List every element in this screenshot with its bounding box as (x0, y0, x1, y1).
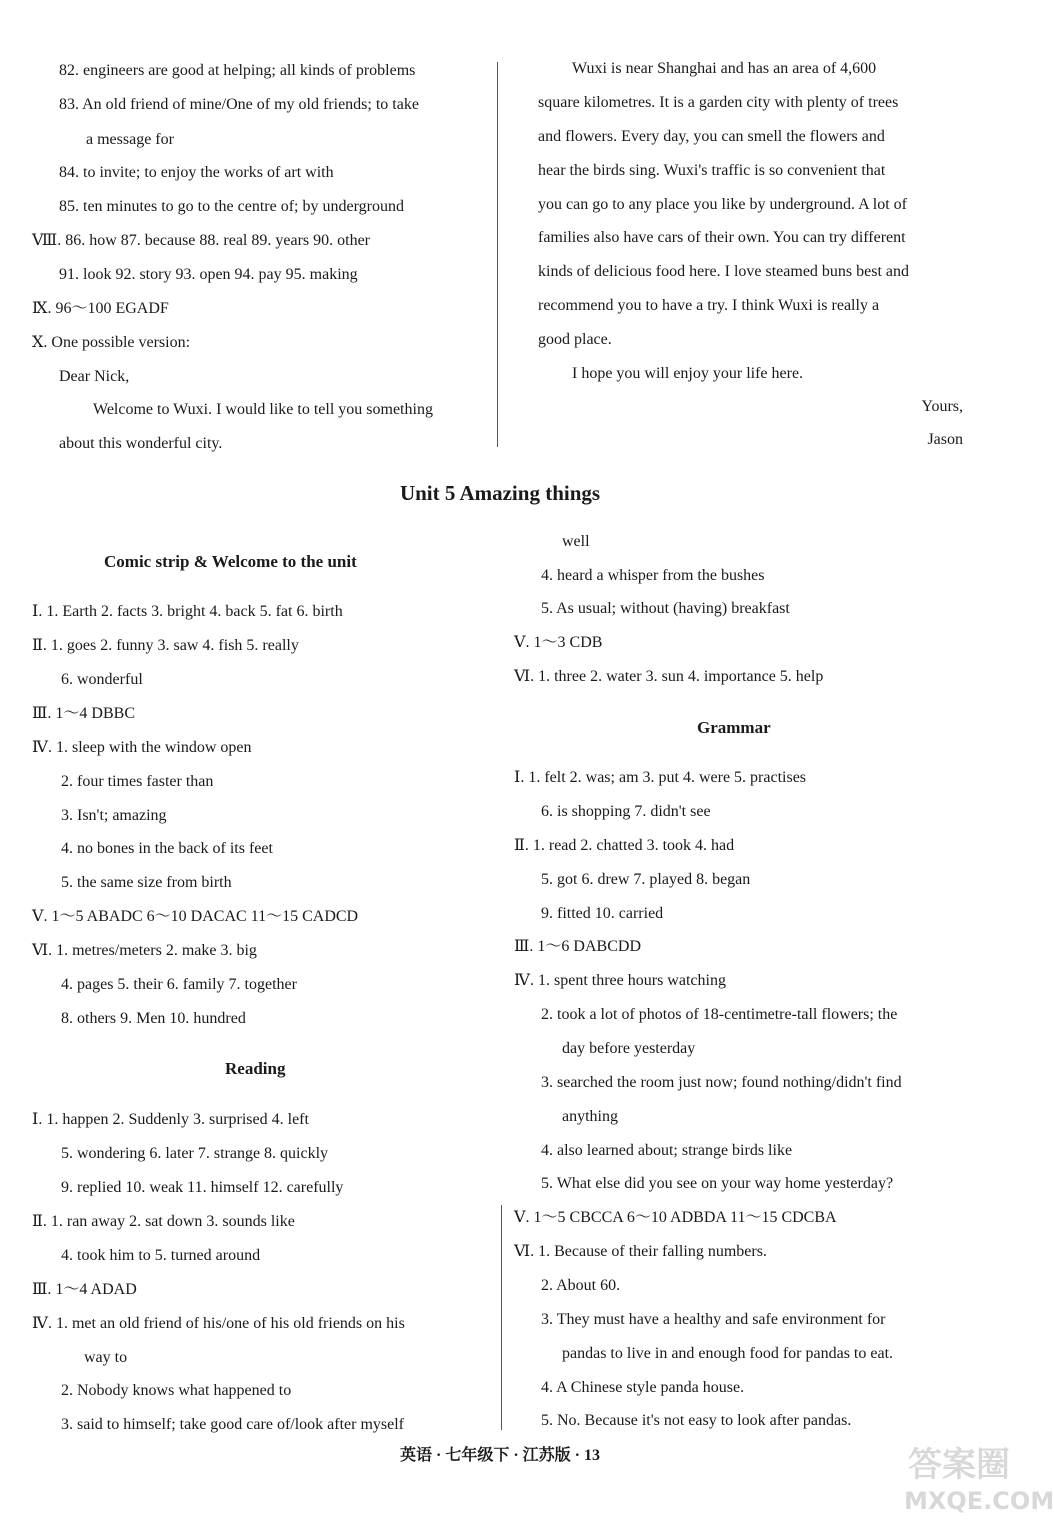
page-footer: 英语 · 七年级下 · 江苏版 · 13 (399, 1447, 600, 1464)
answer-line: 5. What else did you see on your way home yesterday? (541, 1175, 894, 1192)
answer-line: 2. Nobody knows what happened to (61, 1382, 292, 1399)
answer-line: 4. took him to 5. turned around (61, 1247, 261, 1264)
answer-line: Ⅳ. 1. met an old friend of his/one of his old friends on his (32, 1315, 405, 1332)
answer-line: 8. others 9. Men 10. hundred (61, 1010, 246, 1027)
answer-line: Ⅲ. 1～4 DBBC (32, 705, 136, 722)
section-heading: Grammar (697, 718, 771, 737)
answer-line: Ⅰ. 1. happen 2. Suddenly 3. surprised 4. left (32, 1111, 309, 1128)
letter-line: Wuxi is near Shanghai and has an area of 4,600 (572, 60, 877, 77)
unit-title: Unit 5 Amazing things (399, 481, 601, 505)
answer-line: Ⅰ. 1. Earth 2. facts 3. bright 4. back 5. fat 6. birth (32, 603, 343, 620)
answer-line: 6. is shopping 7. didn't see (541, 803, 711, 820)
answer-line: 2. About 60. (541, 1277, 621, 1294)
answer-line: Ⅲ. 1～4 ADAD (32, 1281, 137, 1298)
letter-line: you can go to any place you like by underground. A lot of (538, 196, 907, 213)
answer-line: 5. wondering 6. later 7. strange 8. quickly (61, 1145, 329, 1162)
answer-line: 5. No. Because it's not easy to look after pandas. (541, 1412, 852, 1429)
answer-line: 2. four times faster than (61, 773, 214, 790)
answer-line: way to (84, 1349, 128, 1366)
answer-line: well (562, 533, 590, 550)
letter-line: families also have cars of their own. You can try different (538, 229, 906, 246)
section-heading: Comic strip & Welcome to the unit (104, 552, 357, 571)
answer-line: 5. the same size from birth (61, 874, 232, 891)
answer-line: Ⅴ. 1～5 CBCCA 6～10 ADBDA 11～15 CDCBA (514, 1209, 837, 1226)
answer-line: 9. fitted 10. carried (541, 905, 664, 922)
letter-line: recommend you to have a try. I think Wuxi is really a (538, 297, 880, 314)
letter-line: good place. (538, 331, 612, 348)
answer-line: 83. An old friend of mine/One of my old friends; to take (59, 96, 419, 113)
letter-salutation: Dear Nick, (59, 368, 130, 385)
answer-line: 84. to invite; to enjoy the works of art with (59, 164, 334, 181)
answer-line: Ⅱ. 1. ran away 2. sat down 3. sounds like (32, 1213, 295, 1230)
answer-line: Ⅵ. 1. Because of their falling numbers. (514, 1243, 767, 1260)
answer-line: 3. They must have a healthy and safe environment for (541, 1311, 886, 1328)
answer-line: Ⅷ. 86. how 87. because 88. real 89. years 90. other (32, 232, 370, 249)
section-heading: Reading (225, 1059, 286, 1078)
letter-line: kinds of delicious food here. I love steamed buns best and (538, 263, 910, 280)
answer-line: 3. searched the room just now; found nothing/didn't find (541, 1074, 902, 1091)
answer-line: a message for (86, 131, 174, 148)
answer-line: Ⅲ. 1～6 DABCDD (514, 938, 641, 955)
answer-line: Ⅸ. 96～100 EGADF (32, 300, 169, 317)
watermark-text: 答案圈 (908, 1445, 1010, 1485)
answer-line: 91. look 92. story 93. open 94. pay 95. making (59, 266, 358, 283)
answer-line: Ⅳ. 1. spent three hours watching (514, 972, 726, 989)
answer-line: 6. wonderful (61, 671, 143, 688)
letter-closing: Yours, (921, 398, 963, 415)
answer-line: 85. ten minutes to go to the centre of; by underground (59, 198, 404, 215)
answer-line: Ⅱ. 1. read 2. chatted 3. took 4. had (514, 837, 735, 854)
answer-line: 4. also learned about; strange birds like (541, 1142, 793, 1159)
letter-line: I hope you will enjoy your life here. (572, 365, 804, 382)
watermark-logo (900, 1435, 1054, 1530)
answer-line: 5. As usual; without (having) breakfast (541, 600, 790, 617)
watermark-url: MXQE.COM (904, 1487, 1054, 1515)
top-column-divider (497, 62, 498, 447)
letter-signature: Jason (927, 431, 963, 448)
answer-line: 4. pages 5. their 6. family 7. together (61, 976, 297, 993)
answer-line: Ⅵ. 1. metres/meters 2. make 3. big (32, 942, 257, 959)
letter-line: about this wonderful city. (59, 435, 223, 452)
answer-line: 3. Isn't; amazing (61, 807, 167, 824)
answer-line: Ⅳ. 1. sleep with the window open (32, 739, 252, 756)
answer-line: Ⅰ. 1. felt 2. was; am 3. put 4. were 5. practises (514, 769, 807, 786)
answer-line: 4. A Chinese style panda house. (541, 1379, 745, 1396)
answer-line: 4. no bones in the back of its feet (61, 840, 273, 857)
answer-line: Ⅱ. 1. goes 2. funny 3. saw 4. fish 5. really (32, 637, 299, 654)
letter-line: and flowers. Every day, you can smell the flowers and (538, 128, 885, 145)
answer-line: 4. heard a whisper from the bushes (541, 567, 765, 584)
answer-line: 9. replied 10. weak 11. himself 12. carefully (61, 1179, 344, 1196)
answer-line: 82. engineers are good at helping; all kinds of problems (59, 62, 416, 79)
bottom-column-divider (501, 1205, 502, 1430)
letter-line: Welcome to Wuxi. I would like to tell you something (93, 401, 433, 418)
answer-line: Ⅵ. 1. three 2. water 3. sun 4. importance 5. help (514, 668, 824, 685)
answer-line: anything (562, 1108, 618, 1125)
answer-line: 2. took a lot of photos of 18-centimetre-tall flowers; the (541, 1006, 898, 1023)
answer-line: Ⅴ. 1～5 ABADC 6～10 DACAC 11～15 CADCD (32, 908, 359, 925)
answer-line: 5. got 6. drew 7. played 8. began (541, 871, 751, 888)
letter-line: square kilometres. It is a garden city with plenty of trees (538, 94, 899, 111)
answer-line: Ⅹ. One possible version: (32, 334, 191, 351)
answer-line: 3. said to himself; take good care of/look after myself (61, 1416, 405, 1433)
answer-line: day before yesterday (562, 1040, 696, 1057)
answer-line: pandas to live in and enough food for pandas to eat. (562, 1345, 894, 1362)
answer-line: Ⅴ. 1～3 CDB (514, 634, 603, 651)
letter-line: hear the birds sing. Wuxi's traffic is so convenient that (538, 162, 886, 179)
